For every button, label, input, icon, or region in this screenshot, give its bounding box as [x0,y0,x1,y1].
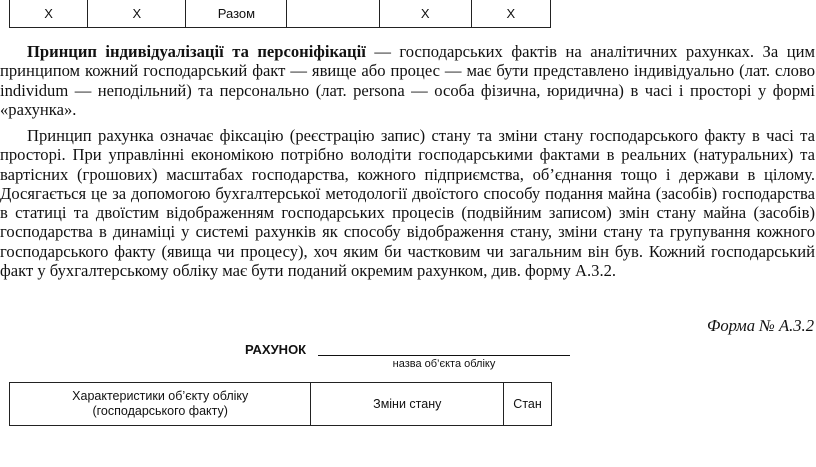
paragraph-account-principle [0,126,815,280]
top-cell-5: Х [380,0,472,27]
top-cell-empty [287,0,379,27]
account-subtitle: назва об’єкта обліку [392,358,496,370]
form-label: Форма № А.3.2 [707,316,814,335]
top-cell-2: Х [88,0,186,27]
account-table [9,382,552,426]
account-title: РАХУНОК [245,342,307,357]
characteristics-line2: (господарського факту) [92,404,228,418]
changes-header: Зміни стану [311,383,504,425]
paragraph-individualization [0,42,815,119]
principle-heading: Принцип індивідуалізації та персоніфікації [27,42,366,61]
top-cell-6: Х [506,6,516,21]
state-header: Стан [513,396,542,411]
account-name-line [318,355,570,356]
top-cell-total: Разом [186,0,287,27]
characteristics-header [10,383,311,425]
paragraph1-text: — господарських фактів на аналітичних рахунках. За цим принципом кожний господарський факт — явище або процес — має бути представлено індивідуально (лат. слово individum — неподільний) та персонально (лат. persona — особа фізична, юридична) в часі і просторі у формі «рахунка». [0,42,815,119]
top-cell-1: Х [10,0,88,27]
top-summary-table [9,0,551,28]
characteristics-line1: Характеристики об’єкту обліку [72,389,249,403]
paragraph2-text: Принцип рахунка означає фіксацію (реєстрацію запис) стану та зміни стану господарського факту в часі та просторі. При управлінні економікою потрібно володіти господарськими фактами в реальних (натуральних) та вартісних (грошових) масштабах господарства, кожного підприємства, об’єднання тощо і держави в цілому. Досягається це за допомогою бухгалтерської методології двоїстого способу подання майна (засобів) господарства в статиці та двоїстим відображенням господарських процесів (подвійним записом) змін стану майна (засобів) господарства в динаміці у системі рахунків як способу відображення стану, зміни стану та групування кожного господарського факту (явища чи процесу), хоч яким би частковим чи загальним він був. Кожний господарський факт у бухгалтерському обліку має бути поданий окремим рахунком, див. форму А.3.2. [0,126,815,281]
